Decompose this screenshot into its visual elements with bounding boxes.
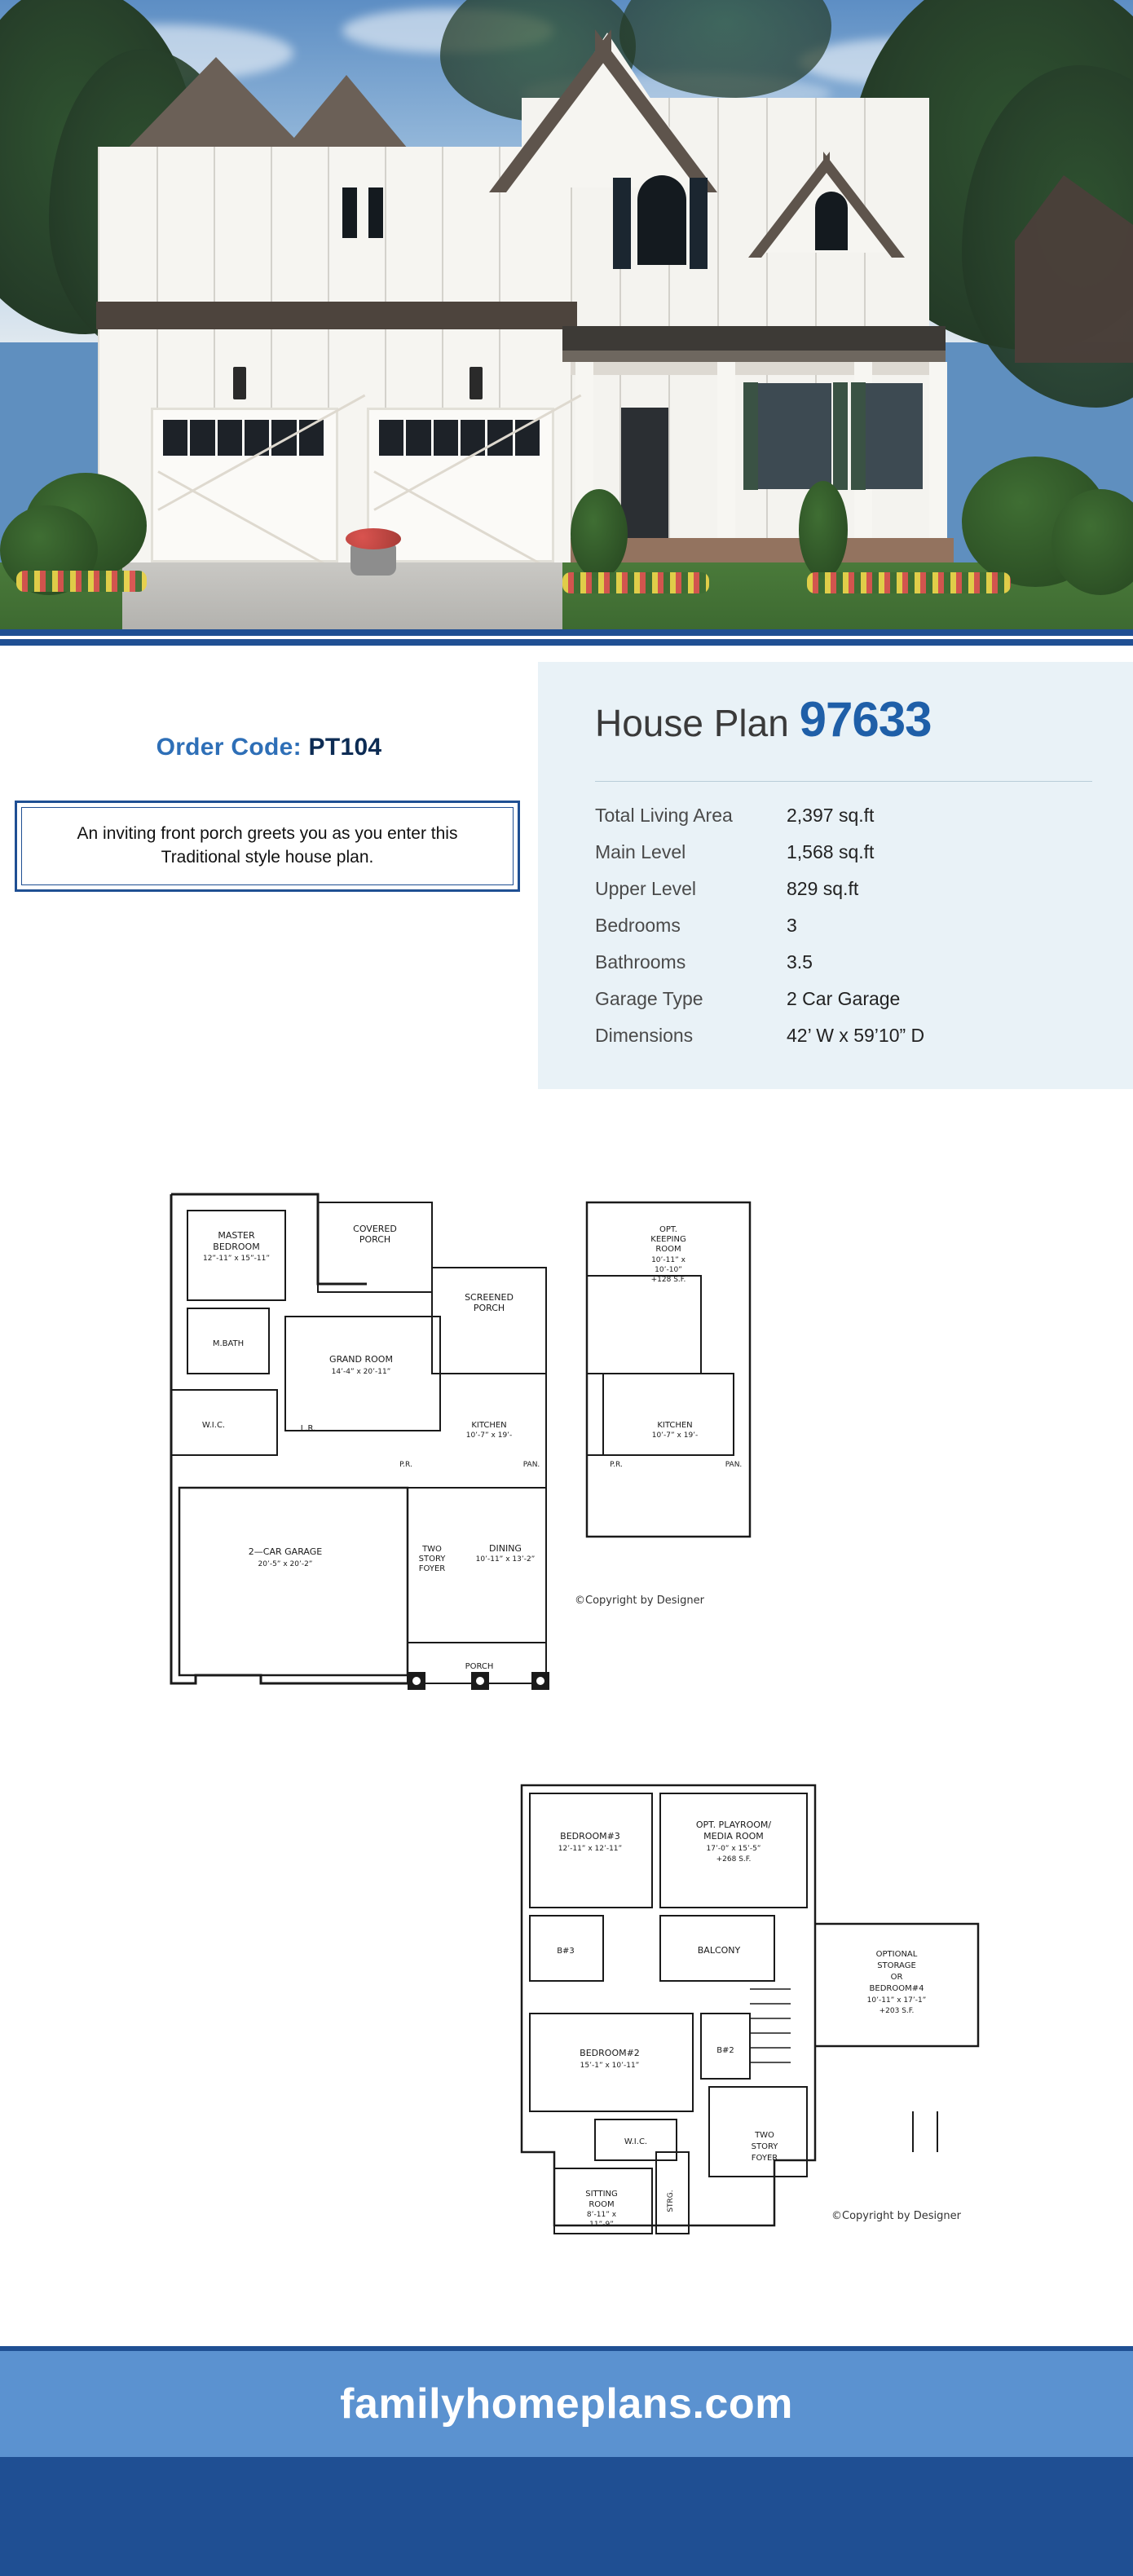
- svg-text:STORAGE: STORAGE: [877, 1961, 916, 1970]
- copyright-note-upper: ©Copyright by Designer: [831, 2210, 961, 2222]
- porch-window: [866, 383, 923, 489]
- porch-column: [717, 362, 735, 566]
- svg-text:SCREENED: SCREENED: [465, 1292, 514, 1303]
- svg-text:+203 S.F.: +203 S.F.: [879, 2007, 915, 2015]
- spec-label: Bedrooms: [595, 915, 681, 936]
- svg-text:BEDROOM#4: BEDROOM#4: [869, 1984, 924, 1993]
- attic-window: [342, 187, 357, 238]
- svg-text:10’-10”: 10’-10”: [655, 1266, 682, 1274]
- order-code-label: Order Code:: [156, 734, 302, 761]
- footer-banner[interactable]: [0, 2351, 1133, 2457]
- svg-text:OPTIONAL: OPTIONAL: [875, 1950, 918, 1959]
- order-code-value: PT104: [308, 734, 382, 761]
- porch-window: [758, 383, 831, 489]
- svg-text:TWO: TWO: [422, 1545, 442, 1554]
- svg-text:KITCHEN: KITCHEN: [657, 1421, 693, 1430]
- main-level-floor-plan: [163, 1186, 766, 1708]
- flower-bed: [807, 572, 1011, 593]
- svg-text:COVERED: COVERED: [353, 1224, 397, 1234]
- svg-text:W.I.C.: W.I.C.: [201, 1421, 226, 1430]
- svg-text:L.R.: L.R.: [300, 1424, 316, 1433]
- spec-value: 829 sq.ft: [787, 878, 859, 899]
- svg-text:10’-11” x 13’-2”: 10’-11” x 13’-2”: [475, 1555, 536, 1564]
- svg-text:STORY: STORY: [418, 1555, 446, 1564]
- shrub: [799, 481, 848, 579]
- porch-roof-trim: [562, 351, 946, 362]
- svg-text:KITCHEN: KITCHEN: [471, 1421, 507, 1430]
- table-row: [595, 871, 1100, 907]
- dormer-window: [815, 192, 848, 250]
- garage-door-left: [151, 408, 338, 562]
- svg-text:PAN.: PAN.: [522, 1461, 540, 1469]
- house-photo: [0, 0, 1133, 629]
- svg-text:ROOM: ROOM: [589, 2200, 615, 2209]
- table-row: [595, 944, 1100, 981]
- svg-text:M.BATH: M.BATH: [212, 1339, 245, 1348]
- description-box: [15, 801, 520, 892]
- svg-text:10’-7” x 19’-: 10’-7” x 19’-: [651, 1431, 699, 1440]
- lantern-light: [470, 367, 483, 399]
- svg-text:20’-5” x 20’-2”: 20’-5” x 20’-2”: [258, 1560, 313, 1568]
- svg-text:10’-11” x: 10’-11” x: [651, 1256, 686, 1264]
- website-url[interactable]: familyhomeplans.com: [340, 2380, 793, 2428]
- window-shutter: [613, 178, 631, 269]
- spec-value: 42’ W x 59’10” D: [787, 1025, 925, 1046]
- window-shutter: [690, 178, 708, 269]
- svg-text:PAN.: PAN.: [725, 1461, 743, 1469]
- table-row: [595, 907, 1100, 944]
- svg-text:PORCH: PORCH: [359, 1234, 391, 1245]
- arched-window: [637, 175, 686, 265]
- svg-text:2—CAR GARAGE: 2—CAR GARAGE: [248, 1546, 323, 1557]
- window-shutter: [833, 382, 848, 490]
- description-text: An inviting front porch greets you as you enter this Traditional style house plan.: [77, 824, 458, 867]
- attic-window: [368, 187, 383, 238]
- svg-text:DINING: DINING: [489, 1543, 522, 1554]
- spec-value: 1,568 sq.ft: [787, 841, 875, 862]
- svg-text:OPT.: OPT.: [659, 1225, 678, 1234]
- svg-text:PORCH: PORCH: [473, 1303, 505, 1313]
- divider-bar-top: [0, 629, 1133, 636]
- svg-text:KEEPING: KEEPING: [650, 1235, 686, 1244]
- divider-bar-bottom: [0, 639, 1133, 646]
- svg-text:OPT. PLAYROOM/: OPT. PLAYROOM/: [695, 1820, 772, 1830]
- svg-text:8’-11” x: 8’-11” x: [586, 2211, 617, 2219]
- svg-text:P.R.: P.R.: [399, 1461, 412, 1469]
- svg-text:B#3: B#3: [557, 1947, 575, 1956]
- flower-bed: [562, 572, 709, 593]
- plan-number: 97633: [799, 692, 932, 747]
- svg-text:PORCH: PORCH: [465, 1662, 494, 1671]
- spec-value: 3: [787, 915, 797, 936]
- svg-text:+268 S.F.: +268 S.F.: [716, 1855, 752, 1864]
- spec-title-label: House Plan: [595, 702, 789, 744]
- svg-text:SITTING: SITTING: [585, 2190, 618, 2199]
- svg-text:FOYER: FOYER: [418, 1564, 446, 1573]
- svg-text:11”-9”: 11”-9”: [589, 2221, 614, 2229]
- table-row: [595, 981, 1100, 1017]
- spec-value: 2,397 sq.ft: [787, 805, 875, 826]
- shrub: [571, 489, 628, 579]
- svg-text:BEDROOM: BEDROOM: [213, 1242, 260, 1252]
- eave-band: [96, 302, 577, 329]
- svg-text:STRG.: STRG.: [667, 2190, 675, 2212]
- porch-ceiling: [571, 362, 946, 375]
- svg-text:OR: OR: [890, 1973, 903, 1982]
- porch-roof: [562, 326, 946, 351]
- table-row: [595, 834, 1100, 871]
- spec-value: 2 Car Garage: [787, 988, 901, 1009]
- svg-text:B#2: B#2: [716, 2046, 734, 2055]
- svg-text:MASTER: MASTER: [218, 1230, 255, 1241]
- svg-text:FOYER: FOYER: [751, 2154, 778, 2163]
- spec-label: Dimensions: [595, 1025, 694, 1046]
- svg-text:10’-11” x 17’-1”: 10’-11” x 17’-1”: [866, 1996, 927, 2005]
- upper-level-floor-plan: [505, 1769, 1076, 2283]
- porch-column: [929, 362, 947, 566]
- svg-text:BALCONY: BALCONY: [697, 1945, 741, 1956]
- svg-text:BEDROOM#3: BEDROOM#3: [560, 1831, 620, 1842]
- lantern-light: [233, 367, 246, 399]
- planter-flowers: [346, 528, 401, 549]
- spec-label: Bathrooms: [595, 951, 686, 973]
- footer-bottom-bar: [0, 2457, 1133, 2576]
- svg-text:STORY: STORY: [751, 2142, 778, 2151]
- svg-text:12’-11” x 12’-11”: 12’-11” x 12’-11”: [558, 1845, 623, 1853]
- svg-text:GRAND ROOM: GRAND ROOM: [329, 1354, 393, 1365]
- window-shutter: [851, 382, 866, 490]
- spec-label: Garage Type: [595, 988, 703, 1009]
- table-row: [595, 797, 1100, 834]
- flower-bed: [16, 571, 147, 592]
- svg-text:BEDROOM#2: BEDROOM#2: [580, 2048, 640, 2058]
- spec-label: Upper Level: [595, 878, 697, 899]
- front-door: [621, 408, 668, 542]
- svg-text:MEDIA ROOM: MEDIA ROOM: [703, 1831, 764, 1842]
- svg-text:P.R.: P.R.: [610, 1461, 623, 1469]
- svg-text:15’-1” x 10’-11”: 15’-1” x 10’-11”: [580, 2062, 640, 2070]
- copyright-note-main: ©Copyright by Designer: [575, 1595, 704, 1607]
- svg-text:TWO: TWO: [755, 2131, 774, 2140]
- table-row: [595, 1017, 1100, 1054]
- svg-text:ROOM: ROOM: [655, 1245, 681, 1254]
- spec-table: [595, 797, 1100, 1054]
- svg-text:17’-0” x 15’-5”: 17’-0” x 15’-5”: [706, 1845, 761, 1853]
- spec-divider: [595, 781, 1092, 782]
- spec-label: Main Level: [595, 841, 686, 862]
- svg-text:12”-11” x 15”-11”: 12”-11” x 15”-11”: [202, 1255, 271, 1263]
- spec-value: 3.5: [787, 951, 813, 973]
- svg-text:W.I.C.: W.I.C.: [624, 2137, 648, 2146]
- driveway: [122, 562, 562, 629]
- window-shutter: [743, 382, 758, 490]
- svg-text:14’-4” x 20’-11”: 14’-4” x 20’-11”: [331, 1368, 391, 1376]
- order-code: [0, 734, 538, 761]
- spec-title: [595, 691, 1100, 748]
- svg-text:10’-7” x 19’-: 10’-7” x 19’-: [465, 1431, 513, 1440]
- spec-label: Total Living Area: [595, 805, 733, 826]
- svg-text:+128 S.F.: +128 S.F.: [650, 1276, 686, 1284]
